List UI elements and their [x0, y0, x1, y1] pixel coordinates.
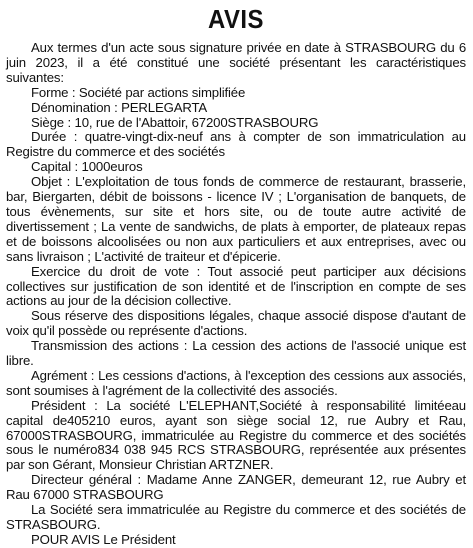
- paragraph-intro: Aux termes d'un acte sous signature privée en date à STRASBOURG du 6 juin 2023, il a été constitué une société présentant les caractéristiques suivantes:: [6, 40, 466, 85]
- paragraph-voix: Sous réserve des dispositions légales, chaque associé dispose d'autant de voix qu'il possède ou représente d'actions.: [6, 308, 466, 339]
- paragraph-droit-de-vote: Exercice du droit de vote : Tout associé peut participer aux décisions collectives sur justification de son identité et de l'inscription en compte de ses actions au jour de la décision collective.: [6, 263, 466, 309]
- paragraph-capital: Capital : 1000euros: [31, 159, 143, 175]
- paragraph-immatriculation: La Société sera immatriculée au Registre du commerce et des sociétés de STRASBOURG.: [6, 502, 466, 532]
- paragraph-duree: Durée : quatre-vingt-dix-neuf ans à compter de son immatriculation au Registre du commerce et des sociétés: [6, 129, 466, 160]
- paragraph-objet: Objet : L'exploitation de tous fonds de commerce de restaurant, brasserie, bar, Biergarten, débit de boissons - licence IV ; L'organisation de banquets, de tous évènements, sur site et hors site, ou de toute autre activité de divertissement ; La vente de sandwichs, de plats à emporter, de plateaux repas et de boissons alcoolisées ou non aux particuliers et aux entreprises, avec ou sans livraison ; L'activité de traiteur et d'épicerie.: [6, 174, 466, 264]
- notice-body: [6, 41, 466, 548]
- notice-title: AVIS: [208, 4, 264, 34]
- paragraph-forme: Forme : Société par actions simplifiée: [31, 84, 246, 100]
- paragraph-denomination: Dénomination : PERLEGARTA: [31, 99, 208, 115]
- paragraph-directeur-general: Directeur général : Madame Anne ZANGER, demeurant 12, rue Aubry et Rau 67000 STRASBOURG: [6, 472, 466, 503]
- legal-notice: [0, 4, 473, 547]
- notice-signature: POUR AVIS Le Président: [31, 531, 176, 547]
- paragraph-siege: Siège : 10, rue de l'Abattoir, 67200STRASBOURG: [31, 114, 319, 130]
- paragraph-agrement: Agrément : Les cessions d'actions, à l'exception des cessions aux associés, sont soumises à l'agrément de la collectivité des associés.: [6, 367, 466, 398]
- paragraph-president: Président : La société L'ELEPHANT,Société à responsabilité limitéeau capital de405210 euros, ayant son siège social 12, rue Aubry et Rau, 67000STRASBOURG, immatriculée au Registre du commerce et des sociétés sous le numéro834 038 945 RCS STRASBOURG, représentée aux présentes par son Gérant, Monsieur Christian ARTZNER.: [6, 397, 466, 473]
- paragraph-transmission: Transmission des actions : La cession des actions de l'associé unique est libre.: [6, 338, 466, 369]
